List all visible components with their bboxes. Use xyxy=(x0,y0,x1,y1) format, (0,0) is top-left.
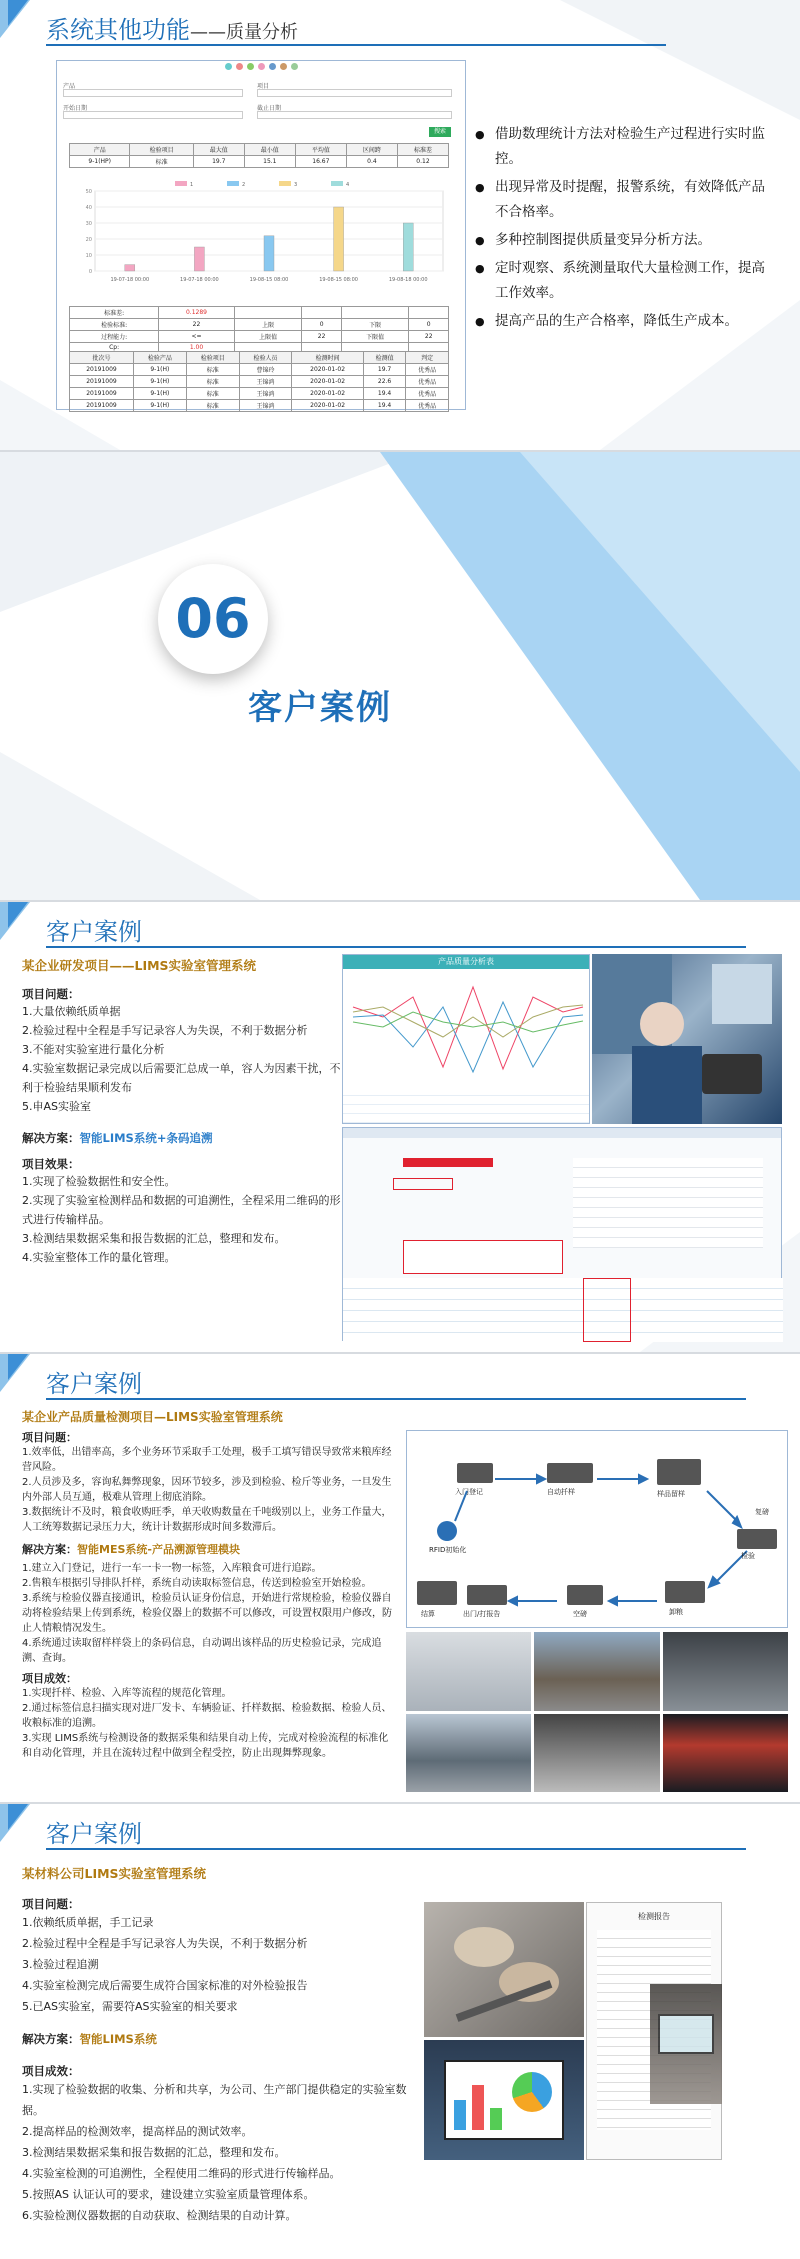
detail-cell: 曹锦玲 xyxy=(239,364,292,376)
feature-bullet-list xyxy=(475,122,775,337)
barcode-field[interactable] xyxy=(403,1158,493,1167)
flow-arrows xyxy=(407,1431,789,1629)
table-row[interactable] xyxy=(70,376,449,388)
effects-heading: 项目效果： xyxy=(22,1157,80,1171)
detail-cell: 优秀品 xyxy=(406,388,449,400)
detail-cell: 9-1(H) xyxy=(133,388,186,400)
slide-title: 客户案例 xyxy=(46,918,142,946)
legend-label: 1 xyxy=(190,182,194,188)
effect-item: 2.实现了实验室检测样品和数据的可追溯性，全程采用二维码的形式进行传输样品。 xyxy=(22,1194,341,1226)
site-photo xyxy=(406,1632,531,1711)
bar xyxy=(125,265,135,271)
detail-cell: 标准 xyxy=(186,364,239,376)
detail-cell: 标准 xyxy=(186,400,239,412)
site-photo xyxy=(663,1714,788,1793)
form-fields xyxy=(573,1158,763,1248)
flow-step: RFID初始化 xyxy=(429,1546,467,1554)
effect-item: 5.按照AS 认证认可的要求，建设建立实验室质量管理体系。 xyxy=(22,2188,315,2201)
legend-label: 4 xyxy=(346,182,350,188)
problems-heading: 项目问题： xyxy=(22,1431,77,1444)
slide-case-1 xyxy=(0,902,800,1352)
flow-step: 出门/打报告 xyxy=(463,1610,501,1618)
detail-cell: 王锦鸿 xyxy=(239,388,292,400)
problem-item: 3.不能对实验室进行量化分析 xyxy=(22,1043,165,1056)
effect-item: 3.检测结果数据采集和报告数据的汇总，整理和发布。 xyxy=(22,2146,286,2159)
flow-step: 复磅 xyxy=(755,1508,769,1516)
table-row[interactable] xyxy=(70,400,449,412)
stats-header-cell: 标准差 xyxy=(397,144,448,156)
site-photo xyxy=(534,1632,659,1711)
problem-item: 1.效率低，出错率高，多个业务环节采取手工处理，极手工填写错误导致常来粮库经营风险。 xyxy=(22,1447,392,1473)
slide-subtitle: ——质量分析 xyxy=(190,22,298,43)
detail-header-cell: 检测值 xyxy=(363,352,406,364)
site-photo xyxy=(534,1714,659,1793)
highlight-box xyxy=(393,1178,453,1190)
case-text xyxy=(22,1408,394,1761)
spec-cell: 上限 xyxy=(234,319,302,331)
detail-cell: 20191009 xyxy=(70,388,134,400)
end-date-input[interactable] xyxy=(257,111,452,119)
spec-cell: 22 xyxy=(302,331,342,343)
stats-header-cell: 产品 xyxy=(70,144,130,156)
section-number: 06 xyxy=(175,587,251,650)
y-tick-label: 10 xyxy=(85,253,92,259)
problems-heading: 项目问题： xyxy=(22,1897,80,1911)
form-toolbar xyxy=(343,1128,781,1138)
flow-step: 结算 xyxy=(421,1610,435,1618)
y-tick-label: 20 xyxy=(85,237,92,243)
stats-header-cell: 平均值 xyxy=(295,144,346,156)
slide-title: 客户案例 xyxy=(46,1820,142,1848)
y-tick-label: 50 xyxy=(85,189,92,195)
detail-cell: 优秀品 xyxy=(406,376,449,388)
detail-cell: 2020-01-02 xyxy=(292,364,363,376)
slide-title-bar xyxy=(0,0,800,48)
flow-step: 样品留样 xyxy=(657,1490,685,1498)
detail-cell: 2020-01-02 xyxy=(292,388,363,400)
slide-case-2 xyxy=(0,1354,800,1802)
effect-item: 1.实现了检验数据的收集、分析和共享，为公司、生产部门提供稳定的实验室数据。 xyxy=(22,2083,407,2117)
detail-cell: 优秀品 xyxy=(406,364,449,376)
effects-heading: 项目成效： xyxy=(22,1672,77,1685)
stats-value-cell: 标准 xyxy=(130,156,193,168)
detail-cell: 2020-01-02 xyxy=(292,400,363,412)
stats-value-cell: 0.4 xyxy=(346,156,397,168)
spec-cell: 检验标准: xyxy=(70,319,159,331)
slide-case-3 xyxy=(0,1804,800,2259)
section-title: 客户案例 xyxy=(248,688,392,728)
spec-cell: 1.00 xyxy=(159,343,235,353)
solution-label: 解决方案： xyxy=(22,1131,80,1145)
stats-header-cell: 最大值 xyxy=(193,144,244,156)
spec-row xyxy=(70,331,449,343)
highlight-box xyxy=(403,1240,563,1274)
detail-cell: 20191009 xyxy=(70,364,134,376)
legend-swatch xyxy=(279,181,291,186)
spec-cell xyxy=(234,307,302,319)
spec-cell: 下限 xyxy=(341,319,409,331)
case-text xyxy=(22,1864,422,2226)
stats-value-cell: 19.7 xyxy=(193,156,244,168)
slide-quality-analysis xyxy=(0,0,800,450)
detail-cell: 9-1(H) xyxy=(133,400,186,412)
effect-item: 1.实现了检验数据性和安全性。 xyxy=(22,1175,176,1188)
case-title: 某企业研发项目——LIMS实验室管理系统 xyxy=(22,958,257,973)
flow-step: 入门登记 xyxy=(455,1488,483,1496)
bar xyxy=(403,223,413,271)
flow-step: 检验 xyxy=(741,1552,755,1560)
chart-screenshot-title: 产品质量分析表 xyxy=(343,955,589,969)
x-tick-label: 19-08-18 00:00 xyxy=(388,277,428,283)
effect-item: 3.实现 LIMS系统与检测设备的数据采集和结果自动上传，完成对检验流程的标准化和自动化管理，并且在流转过程中做到全程受控，防止出现舞弊现象。 xyxy=(22,1733,389,1759)
solution-item: 2.售粮车根据引导排队扦样，系统自动读取标签信息，传送到检验室开始检验。 xyxy=(22,1578,372,1589)
bar xyxy=(264,236,274,271)
detail-cell: 20191009 xyxy=(70,376,134,388)
problem-item: 3.数据统计不及时，粮食收购旺季，单天收购数量在千吨级别以上，业务工作量大，人工统筹数据记录压力大，统计计数据形成时间多数滞后。 xyxy=(22,1507,392,1533)
slide-title: 客户案例 xyxy=(46,1370,142,1398)
quality-line-chart-screenshot xyxy=(342,954,590,1124)
x-tick-label: 19-07-18 00:00 xyxy=(180,277,219,283)
detail-cell: 19.4 xyxy=(363,388,406,400)
detail-cell: 9-1(H) xyxy=(133,376,186,388)
spec-cell: 下限值 xyxy=(341,331,409,343)
tool-icon[interactable] xyxy=(280,63,287,70)
case-title: 某企业产品质量检测项目—LIMS实验室管理系统 xyxy=(22,1410,283,1424)
detail-cell: 标准 xyxy=(186,388,239,400)
legend-label: 2 xyxy=(242,182,246,188)
spec-row xyxy=(70,307,449,319)
problem-item: 1.大量依赖纸质单据 xyxy=(22,1005,121,1018)
report-title: 检测报告 xyxy=(638,1912,670,1921)
spec-cell: 0.1289 xyxy=(159,307,235,319)
case-title: 某材料公司LIMS实验室管理系统 xyxy=(22,1866,207,1881)
slide-title-bar xyxy=(0,1354,800,1402)
y-tick-label: 40 xyxy=(85,205,92,211)
stats-header-cell: 区间跨 xyxy=(346,144,397,156)
solution-text: 智能MES系统-产品溯源管理模块 xyxy=(77,1543,240,1556)
feature-bullet: ● 出现异常及时提醒，报警系统，有效降低产品不合格率。 xyxy=(475,175,775,225)
effect-item: 4.实验室整体工作的量化管理。 xyxy=(22,1251,176,1264)
highlight-box xyxy=(583,1278,631,1342)
detail-header-cell: 检验项目 xyxy=(186,352,239,364)
lims-form-screenshot xyxy=(342,1127,782,1341)
detail-cell: 王锦鸿 xyxy=(239,400,292,412)
table-row[interactable] xyxy=(70,388,449,400)
product-input[interactable] xyxy=(63,89,243,97)
problem-item: 4.实验室数据记录完成以后需要汇总成一单，容人为因素干扰，不利于检验结果顺利发布 xyxy=(22,1062,341,1094)
detail-cell: 20191009 xyxy=(70,400,134,412)
solution-label: 解决方案： xyxy=(22,1543,77,1556)
toolbar xyxy=(57,61,465,73)
spec-cell: Cp: xyxy=(70,343,159,353)
stats-header-cell: 最小值 xyxy=(244,144,295,156)
search-button[interactable]: 搜索 xyxy=(429,127,451,137)
flow-step: 卸粮 xyxy=(669,1608,683,1616)
stats-table xyxy=(69,143,449,168)
quality-analysis-screenshot xyxy=(56,60,466,410)
effect-item: 3.检测结果数据采集和报告数据的汇总，整理和发布。 xyxy=(22,1232,286,1245)
stats-value-cell: 15.1 xyxy=(244,156,295,168)
record-grid xyxy=(343,1278,783,1342)
spec-cell: 上限值 xyxy=(234,331,302,343)
detail-cell: 2020-01-02 xyxy=(292,376,363,388)
legend-swatch xyxy=(227,181,239,186)
tester-device-photo xyxy=(650,1984,722,2104)
effect-item: 2.提高样品的检测效率，提高样品的测试效率。 xyxy=(22,2125,253,2138)
problem-item: 3.检验过程追溯 xyxy=(22,1958,99,1971)
legend-swatch xyxy=(175,181,187,186)
problem-item: 5.申AS实验室 xyxy=(22,1100,92,1113)
bar xyxy=(334,207,344,271)
stats-value-cell: 0.12 xyxy=(397,156,448,168)
site-photo xyxy=(406,1714,531,1793)
detail-cell: 22.6 xyxy=(363,376,406,388)
tool-icon[interactable] xyxy=(225,63,232,70)
feature-bullet: ● 定时观察、系统测量取代大量检测工作，提高工作效率。 xyxy=(475,256,775,306)
spec-row xyxy=(70,319,449,331)
divider-bg xyxy=(0,452,800,900)
problem-item: 1.依赖纸质单据，手工记录 xyxy=(22,1916,154,1929)
x-tick-label: 19-08-15 08:00 xyxy=(319,277,358,283)
y-tick-label: 30 xyxy=(85,221,92,227)
slide-title-bar xyxy=(0,902,800,950)
slide-section-divider xyxy=(0,452,800,900)
bar xyxy=(194,247,204,271)
detail-cell: 标准 xyxy=(186,376,239,388)
start-date-label: 开始日期 xyxy=(63,105,88,112)
detail-cell: 优秀品 xyxy=(406,400,449,412)
spec-cell: 22 xyxy=(409,331,449,343)
feature-bullet: ● 借助数理统计方法对检验生产过程进行实时监控。 xyxy=(475,122,775,172)
flow-step: 自动扦样 xyxy=(547,1488,575,1496)
feature-bullet: ● 提高产品的生产合格率，降低生产成本。 xyxy=(475,309,775,334)
spec-cell: <= xyxy=(159,331,235,343)
solution-text: 智能LIMS系统+条码追溯 xyxy=(79,1131,213,1145)
solution-text: 智能LIMS系统 xyxy=(79,2032,157,2046)
monitor-photo xyxy=(424,2040,584,2160)
device-screen xyxy=(658,2014,714,2054)
product-label: 产品 xyxy=(63,83,76,90)
x-tick-label: 19-08-15 08:00 xyxy=(249,277,289,283)
detail-header-cell: 检验人员 xyxy=(239,352,292,364)
problem-item: 2.人员涉及多，容询私舞弊现象，因环节较多，涉及到检验、检斤等业务，一旦发生内外部人员互通，极难从管理上彻底消除。 xyxy=(22,1477,392,1503)
x-tick-label: 19-07-18 00:00 xyxy=(110,277,150,283)
spec-cell: 过程能力: xyxy=(70,331,159,343)
detail-header-cell: 检测时间 xyxy=(292,352,363,364)
sample-cups-photo xyxy=(424,1902,584,2037)
table-row[interactable] xyxy=(70,364,449,376)
spec-cell: 标准差: xyxy=(70,307,159,319)
start-date-input[interactable] xyxy=(63,111,243,119)
problems-heading: 项目问题： xyxy=(22,987,80,1001)
stats-value-cell: 16.67 xyxy=(295,156,346,168)
tool-icon[interactable] xyxy=(236,63,243,70)
end-date-label: 截止日期 xyxy=(257,105,282,112)
solution-item: 3.系统与检验仪器直接通讯，检验员认证身份信息，开始进行常规检验，检验仪器自动将检验结果上传到系统，检验仪器上的数据不可以修改，可设置权限用户修改，防止人情粮情况发生。 xyxy=(22,1593,392,1634)
problem-item: 5.已AS实验室，需要符AS实验室的相关要求 xyxy=(22,2000,238,2013)
detail-cell: 王锦鸿 xyxy=(239,376,292,388)
spec-cell: 22 xyxy=(159,319,235,331)
quality-bar-chart xyxy=(69,179,449,289)
tool-icon[interactable] xyxy=(269,63,276,70)
effect-item: 6.实验检测仪器数据的自动获取、检测结果的自动计算。 xyxy=(22,2209,297,2222)
detail-table xyxy=(69,351,449,412)
spec-cell xyxy=(302,307,342,319)
effect-item: 1.实现扦样、检验、入库等流程的规范化管理。 xyxy=(22,1688,232,1699)
stats-header-cell: 检验项目 xyxy=(130,144,193,156)
solution-item: 4.系统通过读取留样样袋上的条码信息，自动调出该样品的历史检验记录，完成追溯、查询。 xyxy=(22,1638,382,1664)
problem-item: 4.实验室检测完成后需要生成符合国家标准的对外检验报告 xyxy=(22,1979,308,1992)
chart-data-table xyxy=(343,1087,589,1123)
stats-value-cell: 9-1(HP) xyxy=(70,156,130,168)
line-chart-image xyxy=(343,977,589,1085)
case-text xyxy=(22,956,342,1267)
process-flow-diagram xyxy=(406,1430,788,1628)
detail-header-cell: 判定 xyxy=(406,352,449,364)
number-badge xyxy=(158,564,268,674)
solution-label: 解决方案： xyxy=(22,2032,80,2046)
effect-item: 4.实验室检测的可追溯性，全程使用二维码的形式进行传输样品。 xyxy=(22,2167,341,2180)
flow-step: 空磅 xyxy=(573,1610,587,1618)
instrument-photo xyxy=(424,1902,584,2037)
detail-cell: 19.4 xyxy=(363,400,406,412)
lab-photo-top xyxy=(592,954,782,1124)
detail-header-cell: 检验产品 xyxy=(133,352,186,364)
detail-header-cell: 批次号 xyxy=(70,352,134,364)
y-tick-label: 0 xyxy=(88,269,92,275)
effect-item: 2.通过标签信息扫描实现对进厂发卡、车辆验证、扦样数据、检验数据、检验人员、收粮标准的追溯。 xyxy=(22,1703,392,1729)
spec-cell: 0 xyxy=(302,319,342,331)
item-select[interactable] xyxy=(257,89,452,97)
legend-label: 3 xyxy=(294,182,298,188)
spec-cell xyxy=(409,307,449,319)
feature-bullet: ● 多种控制图提供质量变异分析方法。 xyxy=(475,228,775,253)
spec-table xyxy=(69,306,449,353)
problem-item: 2.检验过程中全程是手写记录容人为失误，不利于数据分析 xyxy=(22,1024,308,1037)
spec-cell xyxy=(341,307,409,319)
tool-icon[interactable] xyxy=(247,63,254,70)
item-label: 项目 xyxy=(257,83,270,90)
solution-item: 1.建立入门登记，进行一车一卡一物一标签，入库粮食可进行追踪。 xyxy=(22,1563,322,1574)
tool-icon[interactable] xyxy=(291,63,298,70)
slide-title-bar xyxy=(0,1804,800,1852)
problem-item: 2.检验过程中全程是手写记录容人为失误，不利于数据分析 xyxy=(22,1937,308,1950)
lab-worker-photo xyxy=(592,954,782,1124)
site-photo-grid xyxy=(406,1632,788,1792)
site-photo xyxy=(663,1632,788,1711)
effects-heading: 项目成效： xyxy=(22,2064,80,2078)
legend-swatch xyxy=(331,181,343,186)
spec-cell: 0 xyxy=(409,319,449,331)
detail-cell: 19.7 xyxy=(363,364,406,376)
tool-icon[interactable] xyxy=(258,63,265,70)
slide-title: 系统其他功能 xyxy=(46,16,190,44)
dashboard-screen xyxy=(444,2060,564,2140)
detail-cell: 9-1(H) xyxy=(133,364,186,376)
